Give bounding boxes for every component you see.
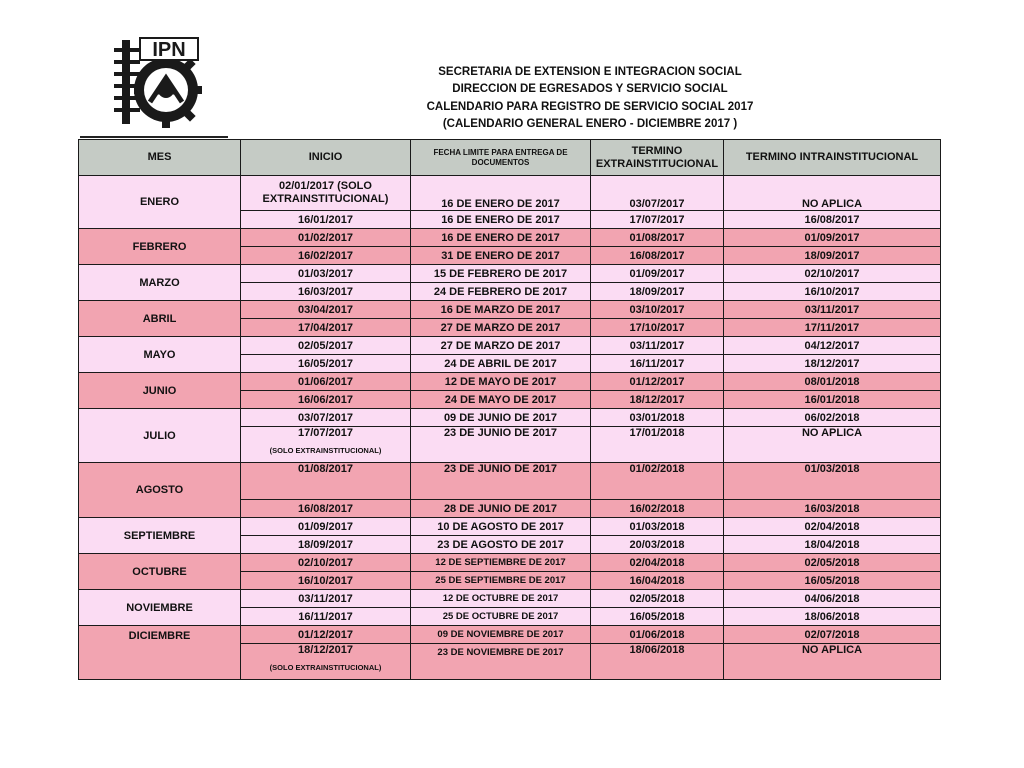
month-cell-febrero: FEBRERO	[79, 229, 241, 265]
inicio-cell: 03/07/2017	[241, 409, 411, 427]
col-header-termino-extra-line1: TERMINO	[631, 144, 683, 157]
inicio-cell: 03/04/2017	[241, 301, 411, 319]
extra-cell: 02/05/2018	[591, 590, 724, 608]
month-cell-noviembre: NOVIEMBRE	[79, 590, 241, 626]
col-header-fecha-limite-line1: FECHA LIMITE PARA ENTREGA DE	[433, 147, 568, 157]
col-header-termino-intra: TERMINO INTRAINSTITUCIONAL	[724, 140, 941, 176]
inicio-cell: 01/06/2017	[241, 373, 411, 391]
limite-cell: 31 DE ENERO DE 2017	[411, 247, 591, 265]
extra-cell: 18/12/2017	[591, 391, 724, 409]
intra-cell: 16/01/2018	[724, 391, 941, 409]
inicio-cell: 16/06/2017	[241, 391, 411, 409]
intra-cell: 08/01/2018	[724, 373, 941, 391]
month-cell-enero: ENERO	[79, 176, 241, 229]
inicio-cell: 17/04/2017	[241, 319, 411, 337]
col-header-fecha-limite-line2: DOCUMENTOS	[471, 157, 530, 167]
intra-cell: 16/05/2018	[724, 572, 941, 590]
col-header-fecha-limite	[411, 140, 591, 176]
limite-cell: 16 DE ENERO DE 2017	[411, 176, 591, 211]
intra-cell: NO APLICA	[724, 644, 941, 680]
intra-cell: 18/12/2017	[724, 355, 941, 373]
table-row	[79, 229, 941, 247]
extra-cell: 01/03/2018	[591, 518, 724, 536]
limite-cell: 24 DE MAYO DE 2017	[411, 391, 591, 409]
inicio-cell: 16/10/2017	[241, 572, 411, 590]
inicio-cell: 16/05/2017	[241, 355, 411, 373]
month-cell-agosto: AGOSTO	[79, 463, 241, 518]
intra-cell: 18/09/2017	[724, 247, 941, 265]
extra-cell: 01/12/2017	[591, 373, 724, 391]
limite-cell: 23 DE AGOSTO DE 2017	[411, 536, 591, 554]
inicio-cell: 01/09/2017	[241, 518, 411, 536]
inicio-cell: 18/09/2017	[241, 536, 411, 554]
limite-cell: 16 DE ENERO DE 2017	[411, 229, 591, 247]
inicio-cell: 01/02/2017	[241, 229, 411, 247]
limite-cell: 24 DE FEBRERO DE 2017	[411, 283, 591, 301]
extra-cell: 16/02/2018	[591, 500, 724, 518]
inicio-cell: 02/01/2017 (SOLO EXTRAINSTITUCIONAL)	[241, 176, 411, 211]
limite-cell: 23 DE JUNIO DE 2017	[411, 463, 591, 500]
inicio-cell	[241, 644, 411, 680]
extra-cell: 16/05/2018	[591, 608, 724, 626]
intra-cell: 02/04/2018	[724, 518, 941, 536]
limite-cell: 25 DE OCTUBRE DE 2017	[411, 608, 591, 626]
ipn-logo	[110, 34, 204, 130]
logo-divider	[80, 136, 228, 138]
intra-cell: 02/07/2018	[724, 626, 941, 644]
inicio-cell: 16/11/2017	[241, 608, 411, 626]
month-cell-marzo: MARZO	[79, 265, 241, 301]
intra-cell: NO APLICA	[724, 176, 941, 211]
inicio-value: 17/07/2017	[297, 427, 354, 439]
extra-cell: 03/07/2017	[591, 176, 724, 211]
inicio-cell: 03/11/2017	[241, 590, 411, 608]
col-header-mes: MES	[79, 140, 241, 176]
table-row	[79, 626, 941, 644]
extra-cell: 20/03/2018	[591, 536, 724, 554]
extra-cell: 01/02/2018	[591, 463, 724, 500]
extra-cell: 17/01/2018	[591, 427, 724, 463]
table-row	[79, 463, 941, 500]
inicio-cell: 02/10/2017	[241, 554, 411, 572]
limite-cell: 23 DE JUNIO DE 2017	[411, 427, 591, 463]
limite-cell: 16 DE MARZO DE 2017	[411, 301, 591, 319]
inicio-value: 18/12/2017	[297, 644, 354, 656]
limite-cell: 12 DE OCTUBRE DE 2017	[411, 590, 591, 608]
intra-cell: 02/10/2017	[724, 265, 941, 283]
intra-cell: 16/10/2017	[724, 283, 941, 301]
limite-cell: 12 DE MAYO DE 2017	[411, 373, 591, 391]
inicio-cell: 16/01/2017	[241, 211, 411, 229]
inicio-cell: 02/05/2017	[241, 337, 411, 355]
ipn-gear-seal-icon	[110, 34, 204, 130]
extra-cell: 03/01/2018	[591, 409, 724, 427]
limite-cell: 09 DE JUNIO DE 2017	[411, 409, 591, 427]
intra-cell: 03/11/2017	[724, 301, 941, 319]
intra-cell: 04/06/2018	[724, 590, 941, 608]
extra-cell: 17/10/2017	[591, 319, 724, 337]
intra-cell: 18/04/2018	[724, 536, 941, 554]
header-line-2: DIRECCION DE EGRESADOS Y SERVICIO SOCIAL	[452, 83, 728, 96]
limite-cell: 16 DE ENERO DE 2017	[411, 211, 591, 229]
extra-cell: 18/06/2018	[591, 644, 724, 680]
limite-cell: 28 DE JUNIO DE 2017	[411, 500, 591, 518]
intra-cell: NO APLICA	[724, 427, 941, 463]
solo-extrainstitucional-note: (SOLO EXTRAINSTITUCIONAL)	[269, 663, 382, 672]
extra-cell: 01/09/2017	[591, 265, 724, 283]
extra-cell: 16/08/2017	[591, 247, 724, 265]
intra-cell: 06/02/2018	[724, 409, 941, 427]
month-cell-octubre: OCTUBRE	[79, 554, 241, 590]
col-header-termino-extra-line2: EXTRAINSTITUCIONAL	[595, 157, 719, 170]
extra-cell: 17/07/2017	[591, 211, 724, 229]
intra-cell: 01/09/2017	[724, 229, 941, 247]
inicio-cell: 16/02/2017	[241, 247, 411, 265]
intra-cell: 16/03/2018	[724, 500, 941, 518]
inicio-cell: 01/03/2017	[241, 265, 411, 283]
month-cell-septiembre: SEPTIEMBRE	[79, 518, 241, 554]
month-cell-mayo: MAYO	[79, 337, 241, 373]
extra-cell: 16/11/2017	[591, 355, 724, 373]
col-header-inicio: INICIO	[241, 140, 411, 176]
extra-cell: 02/04/2018	[591, 554, 724, 572]
calendar-table	[78, 139, 941, 680]
header-line-3: CALENDARIO PARA REGISTRO DE SERVICIO SOCIAL 2017	[426, 100, 754, 113]
table-row	[79, 373, 941, 391]
intra-cell: 01/03/2018	[724, 463, 941, 500]
extra-cell: 18/09/2017	[591, 283, 724, 301]
header-line-4: (CALENDARIO GENERAL ENERO - DICIEMBRE 2017 )	[442, 117, 738, 130]
month-cell-junio: JUNIO	[79, 373, 241, 409]
limite-cell: 27 DE MARZO DE 2017	[411, 337, 591, 355]
table-row	[79, 518, 941, 536]
extra-cell: 01/06/2018	[591, 626, 724, 644]
limite-cell: 27 DE MARZO DE 2017	[411, 319, 591, 337]
inicio-cell	[241, 427, 411, 463]
limite-cell: 10 DE AGOSTO DE 2017	[411, 518, 591, 536]
header-row	[79, 140, 941, 176]
intra-cell: 04/12/2017	[724, 337, 941, 355]
limite-cell: 25 DE SEPTIEMBRE DE 2017	[411, 572, 591, 590]
extra-cell: 03/10/2017	[591, 301, 724, 319]
table-row	[79, 265, 941, 283]
ipn-logo-text: IPN	[152, 39, 186, 61]
month-cell-diciembre: DICIEMBRE	[79, 626, 241, 680]
month-cell-julio: JULIO	[79, 409, 241, 463]
intra-cell: 18/06/2018	[724, 608, 941, 626]
extra-cell: 03/11/2017	[591, 337, 724, 355]
table-row	[79, 554, 941, 572]
intra-cell: 16/08/2017	[724, 211, 941, 229]
inicio-cell: 01/12/2017	[241, 626, 411, 644]
inicio-cell: 01/08/2017	[241, 463, 411, 500]
inicio-cell: 16/08/2017	[241, 500, 411, 518]
document-header	[370, 64, 810, 133]
table-row	[79, 409, 941, 427]
extra-cell: 16/04/2018	[591, 572, 724, 590]
limite-cell: 23 DE NOVIEMBRE DE 2017	[411, 644, 591, 680]
solo-extrainstitucional-note: (SOLO EXTRAINSTITUCIONAL)	[269, 446, 382, 455]
header-line-1: SECRETARIA DE EXTENSION E INTEGRACION SOCIAL	[438, 66, 742, 78]
limite-cell: 15 DE FEBRERO DE 2017	[411, 265, 591, 283]
table-row	[79, 176, 941, 211]
limite-cell: 12 DE SEPTIEMBRE DE 2017	[411, 554, 591, 572]
intra-cell: 02/05/2018	[724, 554, 941, 572]
table-row	[79, 337, 941, 355]
intra-cell: 17/11/2017	[724, 319, 941, 337]
extra-cell: 01/08/2017	[591, 229, 724, 247]
limite-cell: 09 DE NOVIEMBRE DE 2017	[411, 626, 591, 644]
month-cell-abril: ABRIL	[79, 301, 241, 337]
table-row	[79, 590, 941, 608]
inicio-cell: 16/03/2017	[241, 283, 411, 301]
col-header-termino-extra	[591, 140, 724, 176]
table-row	[79, 301, 941, 319]
limite-cell: 24 DE ABRIL DE 2017	[411, 355, 591, 373]
